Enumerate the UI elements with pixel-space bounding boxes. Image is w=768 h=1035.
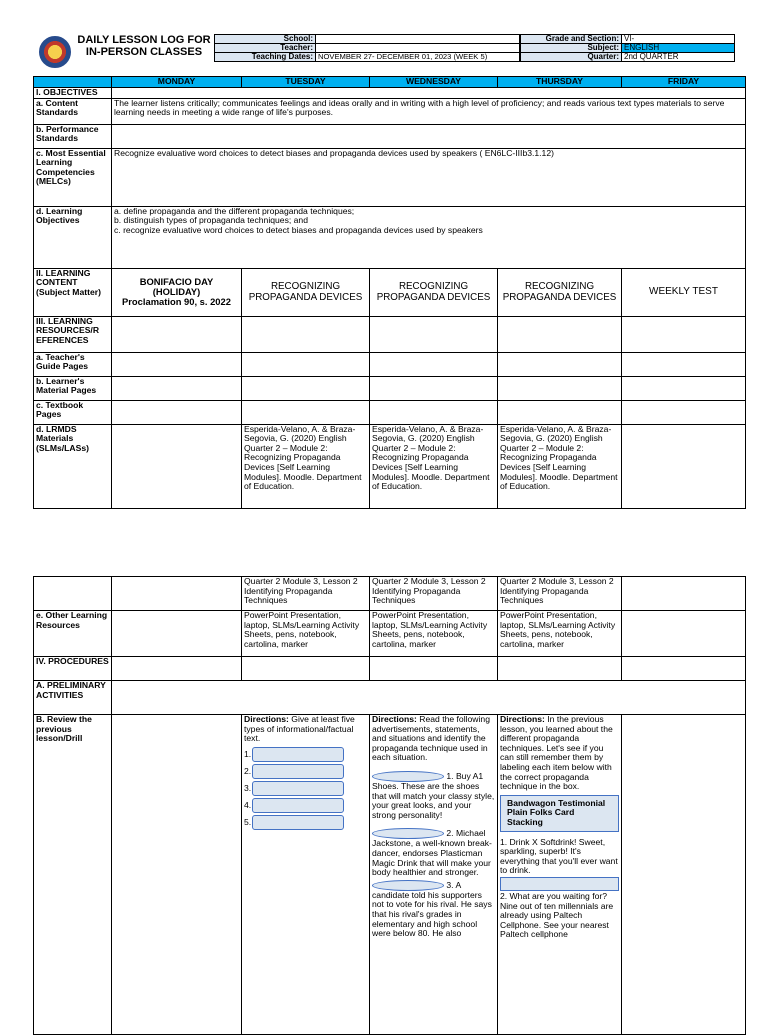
review-label: B. Review the previous lesson/Drill [34,715,112,1035]
objective-c: c. recognize evaluative word choices to detect biases and propaganda devices used by speakers [114,224,483,235]
day-tuesday: TUESDAY [242,77,370,88]
day-friday: FRIDAY [622,77,746,88]
monday-holiday-name: BONIFACIO DAY [139,276,214,288]
objective-b: b. distinguish types of propaganda techniques; and [114,215,308,226]
other-resources-tuesday: PowerPoint Presentation, laptop, SLMs/Learning Activity Sheets, pens, notebook, cartolina, marker [242,611,370,657]
lesson-log-table-page2 [33,576,746,1035]
learners-material-label: b. Learner's Material Pages [34,376,112,400]
thu-item-2: 2. What are you waiting for? Nine out of ten millennials are already using Paltech Cellphone. See your nearest Paltech cellphone [500,890,614,940]
wednesday-content: RECOGNIZING PROPAGANDA DEVICES [370,268,498,316]
title-line-2: IN-PERSON CLASSES [85,46,203,58]
wed-item-3: 3. A candidate told his supporters not to vote for his rival. He says that his rival's grades in elementary and high school were below 80. He also [372,879,492,939]
other-resources-wednesday: PowerPoint Presentation, laptop, SLMs/Learning Activity Sheets, pens, notebook, cartolina, marker [370,611,498,657]
quarter-value: 2nd QUARTER [622,53,735,62]
thursday-content: RECOGNIZING PROPAGANDA DEVICES [498,268,622,316]
answer-field-1[interactable] [252,747,344,762]
textbook-label: c. Textbook Pages [34,400,112,424]
day-monday: MONDAY [112,77,242,88]
continued-tuesday: Quarter 2 Module 3, Lesson 2 Identifying Propaganda Techniques [242,577,370,611]
content-standards-label: a. Content Standards [34,98,112,124]
tue-item-1: 1. [244,748,252,759]
review-wednesday [370,715,498,1035]
thu-directions-label: Directions: [500,714,545,724]
monday-holiday-tag: (HOLIDAY) [152,286,201,298]
procedures-label: IV. PROCEDURES [34,657,112,681]
answer-field-4[interactable] [252,798,344,813]
objectives-heading: I. OBJECTIVES [34,88,112,99]
tue-directions-text: Give at least five types of informational/factual text. [244,714,355,744]
lrmds-thursday: Esperida-Velano, A. & Braza-Segovia, G. (2020) English Quarter 2 – Module 2: Recognizing Propaganda Devices [Self Learning Modules]. Moodle. Department of Education. [498,424,622,508]
thu-item-1: 1. Drink X Softdrink! Sweet, sparkling, superb! It's everything that you'll ever want to drink. [500,836,618,876]
title-line-1: DAILY LESSON LOG FOR [77,34,211,46]
friday-content: WEEKLY TEST [622,268,746,316]
grade-label: Grade and Section: [521,35,622,44]
teachers-guide-label: a. Teacher's Guide Pages [34,352,112,376]
day-thursday: THURSDAY [498,77,622,88]
lrmds-wednesday: Esperida-Velano, A. & Braza-Segovia, G. (2020) English Quarter 2 – Module 2: Recognizing Propaganda Devices [Self Learning Modules]. Moodle. Department of Education. [370,424,498,508]
dates-value: NOVEMBER 27- DECEMBER 01, 2023 (WEEK 5) [316,53,520,62]
monday-proclamation: Proclamation 90, s. 2022 [122,296,231,308]
thu-answer-field-1[interactable] [500,877,619,891]
answer-field-2[interactable] [252,764,344,779]
deped-seal-logo [39,36,71,68]
tue-item-2: 2. [244,765,252,776]
tue-item-4: 4. [244,799,252,810]
technique-word-box: Bandwagon Testimonial Plain Folks Card Stacking [500,795,619,832]
dates-label: Teaching Dates: [215,53,316,62]
lrmds-tuesday: Esperida-Velano, A. & Braza-Segovia, G. (2020) English Quarter 2 – Module 2: Recognizing Propaganda Devices [Self Learning Modules]. Moodle. Department of Education. [242,424,370,508]
subject-label: Subject: [521,44,622,53]
learning-objectives-text [112,206,746,268]
tue-directions-label: Directions: [244,714,289,724]
lrmds-label: d. LRMDS Materials (SLMs/LASs) [34,424,112,508]
tue-item-3: 3. [244,782,252,793]
wed-item-1: 1. Buy A1 Shoes. These are the shoes that will match your classy style, your great looks, and your strong personality! [372,770,495,820]
melcs-text: Recognize evaluative word choices to detect biases and propaganda devices used by speakers ( EN6LC-IIIb3.1.12) [112,148,746,206]
content-standards-text: The learner listens critically; communicates feelings and ideas orally and in writing with a high level of proficiency; and reads various text types materials to serve learning needs in meeting a wide range of life's purposes. [112,98,746,124]
answer-field-3[interactable] [252,781,344,796]
school-value [316,35,520,44]
page-title [70,34,218,58]
learning-content-label: II. LEARNING CONTENT (Subject Matter) [34,268,112,316]
review-tuesday [242,715,370,1035]
teacher-label: Teacher: [215,44,316,53]
wed-directions-label: Directions: [372,714,417,724]
wed-item-2: 2. Michael Jackstone, a well-known break-dancer, endorses Plasticman Magic Drink that will make your body healthier and stronger. [372,828,492,878]
header-right-table [520,34,735,62]
lesson-log-table [33,76,746,509]
monday-content [112,268,242,316]
objective-a: a. define propaganda and the different propaganda techniques; [114,205,355,216]
grade-value: VI- [622,35,735,44]
performance-standards-text [112,124,746,148]
header-left-table [214,34,520,62]
tuesday-content: RECOGNIZING PROPAGANDA DEVICES [242,268,370,316]
quarter-label: Quarter: [521,53,622,62]
wed-directions-text: Read the following advertisements, statements, and situations and identify the propaganda technique used in each situation. [372,714,490,763]
other-resources-label: e. Other Learning Resources [34,611,112,657]
performance-standards-label: b. Performance Standards [34,124,112,148]
day-wednesday: WEDNESDAY [370,77,498,88]
answer-field-5[interactable] [252,815,344,830]
tue-item-5: 5. [244,816,252,827]
thu-directions-text: In the previous lesson, you learned about the different propaganda techniques. Let's see if you can still remember them by labeling each item below with the correct propaganda technique in the box. [500,714,613,792]
continued-wednesday: Quarter 2 Module 3, Lesson 2 Identifying Propaganda Techniques [370,577,498,611]
continued-thursday: Quarter 2 Module 3, Lesson 2 Identifying Propaganda Techniques [498,577,622,611]
school-label: School: [215,35,316,44]
other-resources-thursday: PowerPoint Presentation, laptop, SLMs/Learning Activity Sheets, pens, notebook, cartolina, marker [498,611,622,657]
learning-objectives-label: d. Learning Objectives [34,206,112,268]
melcs-label: c. Most Essential Learning Competencies (MELCs) [34,148,112,206]
preliminary-label: A. PRELIMINARY ACTIVITIES [34,681,112,715]
subject-value: ENGLISH [622,44,735,53]
review-thursday [498,715,622,1035]
resources-label: III. LEARNING RESOURCES/R EFERENCES [34,316,112,352]
